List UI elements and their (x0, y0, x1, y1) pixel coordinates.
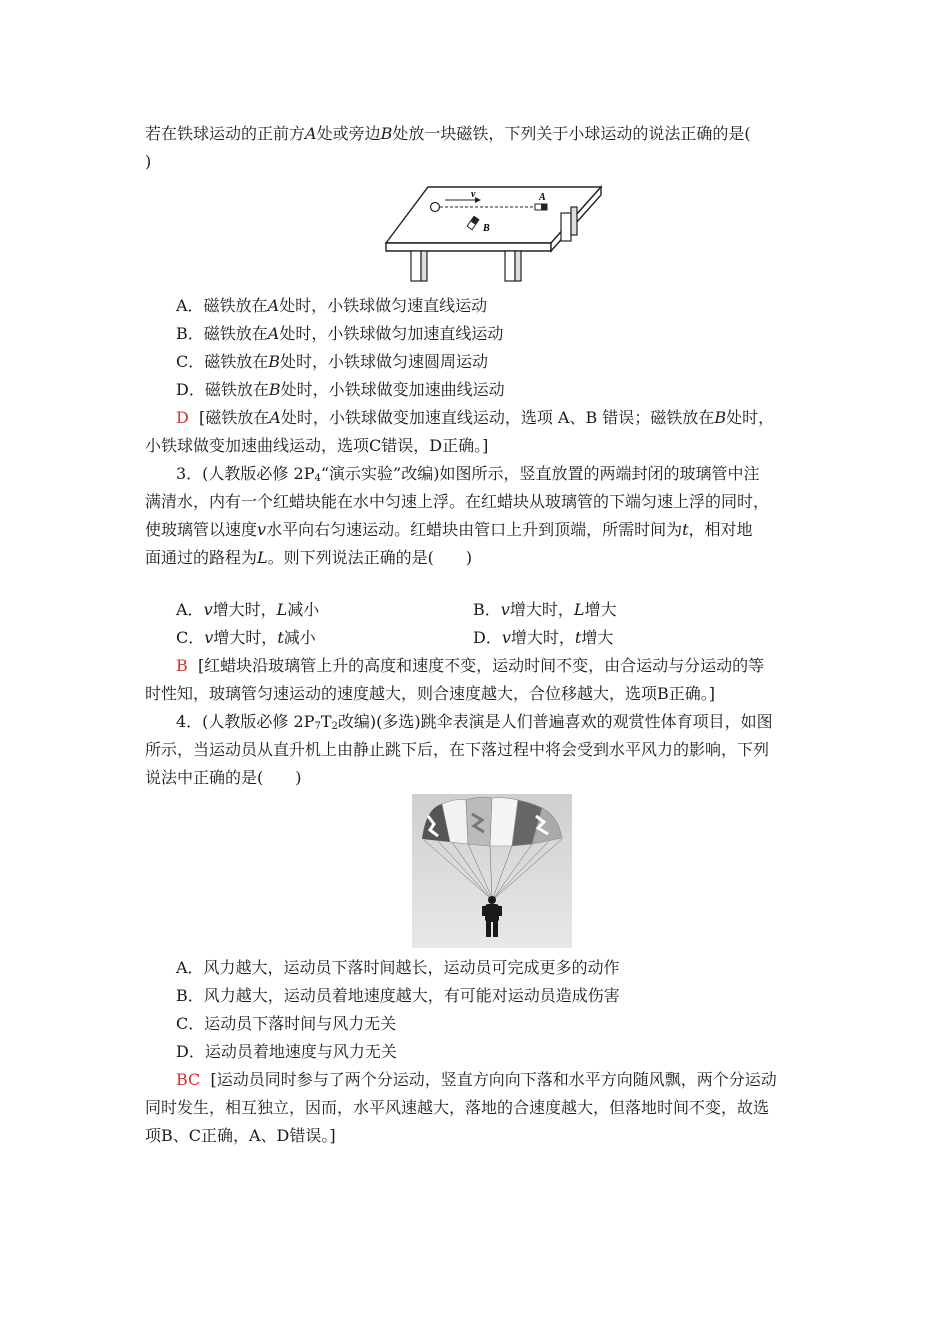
q4-explanation-line2: 同时发生，相互独立，因而，水平风速越大，落地的合速度越大，但落地时间不变，故选 (145, 1098, 770, 1117)
var-B: B (380, 124, 393, 143)
q3-option-b: B．v增大时，L增大 (473, 600, 617, 619)
q2-option-c: C．磁铁放在B处时，小铁球做匀速圆周运动 (176, 352, 489, 371)
q3-stem-line1: 3．(人教版必修 $2P_4“$演示实验”改编)如图所示，竖直放置的两端封闭的玻璃管中注 (176, 464, 760, 484)
q4-option-a: A．风力越大，运动员下落时间越长，运动员可完成更多的动作 (176, 958, 620, 977)
q4-stem-line2: 所示，当运动员从直升机上由静止跳下后，在下落过程中将会受到水平风力的影响，下列 (145, 740, 770, 759)
q3-stem-line3: 使玻璃管以速度v水平向右匀速运动。红蜡块由管口上升到顶端，所需时间为t，相对地 (145, 520, 753, 539)
table-magnet-figure (383, 183, 605, 285)
text: 处或旁边 (316, 124, 381, 143)
q4-stem-line1: 4．(人教版必修 $2P_7T_2$改编)(多选)跳伞表演是人们普遍喜欢的观赏性体育项目，如图 (176, 712, 773, 732)
parachute-photo (412, 794, 572, 948)
q4-option-c: C．运动员下落时间与风力无关 (176, 1014, 397, 1033)
q2-explanation-line2: 小铁球做变加速曲线运动，选项C错误，D正确。] (145, 436, 489, 455)
q3-stem-line2: 满清水，内有一个红蜡块能在水中匀速上浮。在红蜡块从玻璃管的下端匀速上浮的同时， (145, 492, 770, 511)
q4-answer: BC (176, 1070, 201, 1089)
q4-option-b: B．风力越大，运动员着地速度越大，有可能对运动员造成伤害 (176, 986, 620, 1005)
q3-option-d: D．v增大时，t增大 (473, 628, 614, 647)
q2-stem-line1 (145, 122, 751, 146)
q3-answer: B (176, 656, 188, 675)
text: 若在铁球运动的正前方 (145, 124, 306, 143)
label-B: B (483, 223, 490, 234)
text: 处放一块磁铁，下列关于小球运动的说法正确的是( (392, 124, 751, 143)
q2-option-b: B．磁铁放在A处时，小铁球做匀加速直线运动 (176, 324, 504, 343)
q2-explanation-line1: D [磁铁放在A处时，小铁球做变加速直线运动，选项 A、B 错误；磁铁放在B处时， (176, 408, 775, 427)
label-A: A (539, 192, 546, 203)
q3-option-c: C．v增大时，t减小 (176, 628, 316, 647)
q2-stem-line2: ) (145, 152, 152, 171)
q3-explanation-line2: 时性知，玻璃管匀速运动的速度越大，则合速度越大，合位移越大，选项B正确。] (145, 684, 716, 703)
q2-answer: D (176, 408, 189, 427)
q4-explanation-line1: BC [运动员同时参与了两个分运动，竖直方向向下落和水平方向随风飘，两个分运动 (176, 1070, 777, 1089)
ball (431, 203, 440, 212)
q3-explanation-line1: B [红蜡块沿玻璃管上升的高度和速度不变，运动时间不变，由合运动与分运动的等 (176, 656, 765, 675)
q4-explanation-line3: 项B、C正确，A、D错误。] (145, 1126, 336, 1145)
q4-option-d: D．运动员着地速度与风力无关 (176, 1042, 397, 1061)
q3-option-a: A．v增大时，L减小 (176, 600, 320, 619)
var-A: A (305, 124, 317, 143)
q3-stem-line4: 面通过的路程为L。则下列说法正确的是( ) (145, 548, 473, 567)
q2-option-a: A．磁铁放在A处时，小铁球做匀速直线运动 (176, 296, 488, 315)
label-v: v (471, 189, 476, 200)
q4-stem-line3: 说法中正确的是( ) (145, 768, 302, 787)
q2-option-d: D．磁铁放在B处时，小铁球做变加速曲线运动 (176, 380, 505, 399)
